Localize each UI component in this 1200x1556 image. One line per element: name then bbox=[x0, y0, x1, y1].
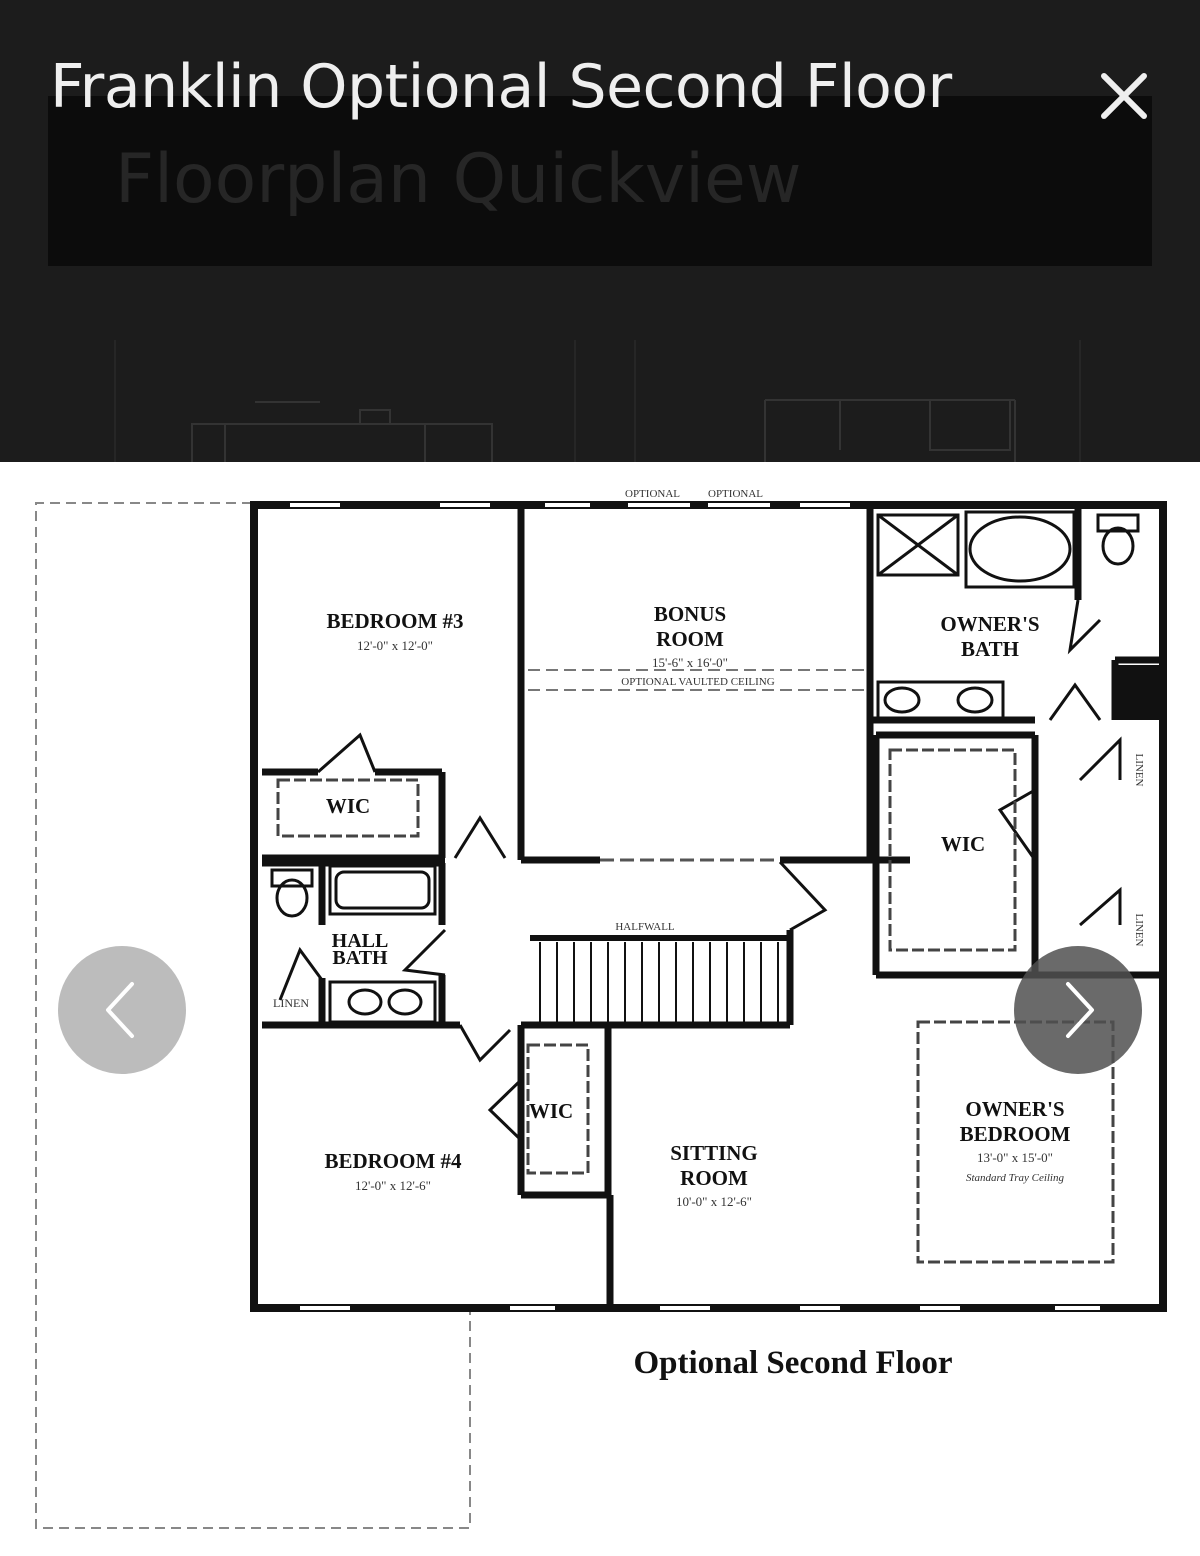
sitting-room-dims: 10'-0" x 12'-6" bbox=[676, 1194, 752, 1209]
wic-bottom-label: WIC bbox=[528, 1099, 574, 1123]
bedroom4-label: BEDROOM #4 bbox=[324, 1149, 462, 1173]
bedroom3-dims: 12'-0" x 12'-0" bbox=[357, 638, 433, 653]
owners-bath-label-1: OWNER'S bbox=[940, 612, 1040, 636]
bonus-room-dims: 15'-6" x 16'-0" bbox=[652, 655, 728, 670]
close-icon bbox=[1090, 62, 1158, 130]
close-button[interactable] bbox=[1090, 62, 1158, 130]
bonus-room-label-1: BONUS bbox=[653, 602, 727, 626]
bedroom4-dims: 12'-0" x 12'-6" bbox=[355, 1178, 431, 1193]
sitting-room-label-1: SITTING bbox=[670, 1141, 758, 1165]
optional-window-label-1: OPTIONAL bbox=[625, 488, 680, 500]
bonus-room-note: OPTIONAL VAULTED CEILING bbox=[621, 676, 775, 688]
previous-image-button[interactable] bbox=[58, 946, 186, 1074]
wic-left-label: WIC bbox=[325, 794, 371, 818]
background-heading: Floorplan Quickview bbox=[115, 140, 802, 219]
halfwall-label: HALFWALL bbox=[615, 921, 675, 933]
chevron-right-icon bbox=[1014, 946, 1142, 1074]
background-thumbnails bbox=[0, 320, 1200, 462]
bedroom3-label: BEDROOM #3 bbox=[326, 609, 464, 633]
owners-bedroom-note: Standard Tray Ceiling bbox=[966, 1172, 1064, 1184]
linen-right-bottom-label: LINEN bbox=[1133, 913, 1145, 947]
bonus-room-label-2: ROOM bbox=[656, 627, 724, 651]
hall-bath-label-1: HALL bbox=[331, 930, 389, 952]
owners-bath-label-2: BATH bbox=[961, 637, 1019, 661]
floorplan-caption: Optional Second Floor bbox=[633, 1345, 953, 1381]
optional-window-label-2: OPTIONAL bbox=[708, 488, 763, 500]
next-image-button[interactable] bbox=[1014, 946, 1142, 1074]
sitting-room-label-2: ROOM bbox=[680, 1166, 748, 1190]
wic-right-label: WIC bbox=[940, 832, 986, 856]
chevron-left-icon bbox=[58, 946, 186, 1074]
lightbox-title: Franklin Optional Second Floor bbox=[50, 52, 952, 122]
owners-bedroom-label-2: BEDROOM bbox=[959, 1122, 1071, 1146]
owners-bedroom-label-1: OWNER'S bbox=[965, 1097, 1065, 1121]
owners-bedroom-dims: 13'-0" x 15'-0" bbox=[977, 1150, 1053, 1165]
linen-hall-label: LINEN bbox=[273, 996, 309, 1010]
staircase bbox=[530, 938, 790, 1022]
linen-right-top-label: LINEN bbox=[1133, 753, 1145, 787]
hall-bath-label-2: BATH bbox=[332, 947, 388, 969]
lightbox-header bbox=[0, 0, 1200, 462]
